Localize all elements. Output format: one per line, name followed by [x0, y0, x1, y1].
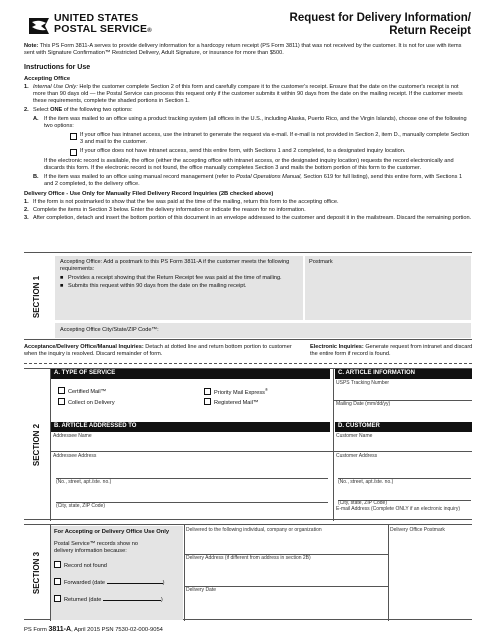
delivery-office-heading: Delivery Office - Use Only for Manually Filed Delivery Record Inquiries (2B checked above): [24, 190, 274, 197]
form-footer: PS Form 3811-A, April 2015 PSN 7530-02-000-9054: [24, 626, 163, 633]
customer-email-field[interactable]: [336, 512, 472, 520]
no-delivery-info-box: [51, 526, 183, 620]
delivery-office-postmark-area[interactable]: [390, 533, 470, 617]
delivery-office-postmark-label: Delivery Office Postmark: [390, 527, 445, 533]
delivery-address-label: Delivery Address (if different from address in section 2B): [186, 555, 311, 561]
customer-city-field[interactable]: [336, 487, 472, 499]
section-1: [24, 252, 472, 340]
customer-city-hint: (City, state, ZIP Code): [338, 500, 387, 506]
registered-mail-checkbox[interactable]: [204, 398, 211, 405]
title-line-1: Request for Delivery Information/: [289, 12, 471, 24]
delivery-item-2: 2. Complete the items in Section 3 below. Enter the delivery information or indicate the reason for no information.: [24, 207, 306, 214]
customer-header: D. CUSTOMER: [335, 422, 472, 432]
forwarded-checkbox[interactable]: [54, 578, 61, 585]
returned-option[interactable]: Returned (date ): [54, 595, 180, 604]
tracking-number-label: USPS Tracking Number: [336, 380, 390, 386]
delivery-date-field[interactable]: [186, 593, 386, 617]
delivery-date-label: Delivery Date: [186, 587, 217, 593]
section-3: [24, 524, 472, 620]
instructions: [24, 64, 472, 222]
section-1-bullet-2: ■ Submits this request within 90 days from the date on the mailing receipt.: [60, 282, 247, 289]
customer-street-hint: (No., street, apt./ste. no.): [338, 479, 394, 485]
type-of-service-header: A. TYPE OF SERVICE: [51, 369, 330, 379]
section-2-label: SECTION 2: [32, 423, 42, 467]
records-show-text: Postal Service™ records show no delivery information because:: [54, 541, 138, 555]
section-1-bullet-1: ■ Provides a receipt showing that the Return Receipt fee was paid at the time of mailing.: [60, 274, 282, 281]
instruction-item-1: 1. Internal Use Only: Help the customer complete Section 2 of this form and carefully compare it to the customer's receipt. Ensure that the date on the customer's receipt is not more than 90 days old — the Postal Service can process this request only if the customer submits it within 90 days from the date on the mailing receipt. If the customer meets these requirements, complete the shaded portions in Section 1.: [24, 83, 463, 104]
delivered-to-label: Delivered to the following individual, company or organization: [186, 527, 322, 533]
note-paragraph: Note: This PS Form 3811-A serves to provide delivery information for a hardcopy return receipt (PS Form 3811) that was not received by the customer. It is not for use with items sent with Signature Confirmation™ Restricted Delivery, Adult Signature, or insurance for more than $500.: [24, 43, 462, 57]
delivered-to-field[interactable]: [186, 533, 386, 553]
customer-address-label: Customer Address: [336, 453, 378, 459]
article-addressed-to-header: B. ARTICLE ADDRESSED TO: [51, 422, 330, 432]
delivery-address-field[interactable]: [186, 561, 386, 584]
priority-mail-express-checkbox[interactable]: [204, 388, 211, 395]
accepting-office-city-label: Accepting Office City/State/ZIP Code™:: [60, 327, 159, 333]
form-title: [211, 12, 471, 38]
addressee-name-field[interactable]: [53, 439, 329, 449]
record-not-found-option[interactable]: Record not found: [54, 561, 180, 570]
certified-mail-option[interactable]: Certified Mail™: [58, 387, 106, 396]
addressee-city-hint: (City, state, ZIP Code): [56, 503, 105, 509]
section-1-label: SECTION 1: [32, 275, 42, 319]
section-3-label: SECTION 3: [32, 551, 42, 595]
intranet-checkbox[interactable]: [70, 133, 77, 140]
delivery-item-3: 3. After completion, detach and insert the bottom portion of this document in an envelope addressed to the customer and deposit it in the mailstream. Discard the remaining portion.: [24, 215, 472, 221]
addressee-name-label: Addressee Name: [53, 433, 92, 439]
customer-email-label: E-mail Address (Complete ONLY if an electronic inquiry): [336, 506, 461, 512]
customer-name-field[interactable]: [336, 439, 472, 449]
section-3-heading: For Accepting or Delivery Office Use Only: [54, 529, 170, 535]
option-a-checkbox-intranet: If your office has intranet access, use the intranet to generate the request via e-mail. If e-mail is not provided in Section 2, item D., manually complete Section 3 and mail to the customer.: [24, 132, 472, 146]
instruction-item-2: 2. Select ONE of the following two options:: [24, 106, 133, 113]
section-1-intro: Accepting Office: Add a postmark to this PS Form 3811-A if the customer meets the following requirements:: [60, 259, 290, 272]
logo-line-2: POSTAL SERVICE®: [54, 23, 152, 36]
title-line-2: Return Receipt: [389, 25, 471, 38]
no-intranet-checkbox[interactable]: [70, 149, 77, 156]
addressee-address-label: Addressee Address: [53, 453, 97, 459]
addressee-city-field[interactable]: [53, 487, 329, 501]
registered-mail-option[interactable]: Registered Mail™: [204, 398, 258, 407]
option-a-after: If the electronic record is available, the office (either the accepting office with intranet access, or the designated inquiry location) requests the record electronically and discards this form. If the electronic record is not found, the office manually completes Section 3 and mails the bottom portion of this form to the customer.: [44, 157, 454, 171]
delivery-item-1: 1. If the form is not postmarked to show that the fee was paid at the time of the mailing, return this form to the accepting office.: [24, 199, 339, 206]
forwarded-option[interactable]: Forwarded (date ): [54, 578, 180, 587]
addressee-street-field[interactable]: [53, 461, 329, 477]
usps-eagle-logo-icon: [28, 14, 50, 38]
section-2: [24, 368, 472, 520]
usps-logo-text: [54, 13, 152, 35]
accepting-office-city-field[interactable]: [55, 323, 471, 338]
postmark-area[interactable]: [305, 256, 471, 320]
mailing-date-field[interactable]: [336, 407, 472, 417]
mailing-date-label: Mailing Date (mm/dd/yy): [336, 401, 391, 407]
customer-name-label: Customer Name: [336, 433, 373, 439]
postmark-label: Postmark: [309, 259, 333, 265]
returned-checkbox[interactable]: [54, 595, 61, 602]
accepting-office-heading: Accepting Office: [24, 75, 71, 82]
priority-mail-express-option[interactable]: Priority Mail Express®: [204, 387, 268, 397]
tracking-number-field[interactable]: [336, 386, 472, 399]
addressee-street-hint: (No., street, apt./ste. no.): [56, 479, 112, 485]
article-information-header: C. ARTICLE INFORMATION: [335, 369, 472, 379]
logo-line-1: UNITED STATES: [54, 12, 139, 24]
option-a-checkbox-no-intranet: If your office does not have intranet access, send this entire form, with Sections 1 and 2 completed, to a designated inquiry location.: [24, 148, 472, 156]
cod-option[interactable]: Collect on Delivery: [58, 398, 115, 407]
manual-inquiries-note: Acceptance/Delivery Office/Manual Inquiries: Detach at dotted line and return bottom portion to customer when the inquiry is resolved. Discard remainder of form.: [24, 344, 292, 357]
section-1-requirements: [55, 256, 303, 320]
cod-checkbox[interactable]: [58, 398, 65, 405]
record-not-found-checkbox[interactable]: [54, 561, 61, 568]
option-b: B. If the item was mailed to an office using manual record management (refer to Postal Operations Manual, Section 619 for full listing), send this entire form, with Sections 1 and 2 completed, to the delivery office.: [33, 173, 463, 187]
certified-mail-checkbox[interactable]: [58, 387, 65, 394]
detach-line: [24, 363, 472, 364]
option-a: A. If the item was mailed to an office using a product tracking system (all offices in the U.S., including Alaska, Puerto Rico, and the Virgin Islands), choose one of the following two options:: [33, 115, 467, 129]
electronic-inquiries-note: Electronic Inquiries: Generate request from intranet and discard the entire form if record is found.: [310, 344, 473, 357]
instructions-heading: Instructions for Use: [24, 64, 91, 71]
customer-street-field[interactable]: [336, 461, 472, 477]
